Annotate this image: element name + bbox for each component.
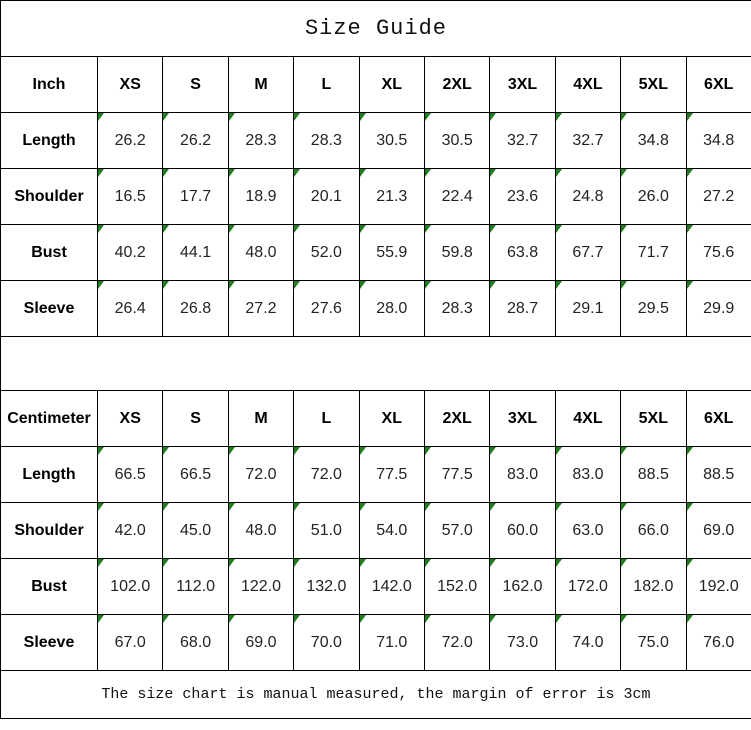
size-header-cell: 6XL	[686, 57, 751, 113]
green-triangle-icon	[556, 113, 562, 121]
size-value-cell	[98, 503, 163, 559]
size-value-cell	[686, 281, 751, 337]
green-triangle-icon	[360, 281, 366, 289]
size-value-cell	[228, 503, 293, 559]
size-value-cell	[621, 503, 686, 559]
size-value-cell	[228, 559, 293, 615]
measure-label-cell: Length	[1, 113, 98, 169]
size-value: 28.0	[376, 299, 408, 317]
size-value-cell	[163, 447, 228, 503]
green-triangle-icon	[687, 225, 693, 233]
size-value-cell	[228, 281, 293, 337]
green-triangle-icon	[229, 113, 235, 121]
size-value-cell	[555, 559, 620, 615]
size-value: 122.0	[240, 577, 281, 595]
size-value-cell	[294, 281, 359, 337]
green-triangle-icon	[425, 113, 431, 121]
green-triangle-icon	[163, 559, 169, 567]
size-value-cell	[98, 225, 163, 281]
size-value: 76.0	[703, 633, 735, 651]
size-value-cell	[490, 281, 555, 337]
size-value-cell	[686, 169, 751, 225]
size-value-cell	[98, 447, 163, 503]
green-triangle-icon	[229, 225, 235, 233]
size-value: 63.0	[572, 521, 604, 539]
green-triangle-icon	[425, 615, 431, 623]
title-row	[1, 1, 751, 57]
table-row-inch-bust	[1, 225, 751, 281]
size-value-cell	[294, 113, 359, 169]
size-value: 69.0	[703, 521, 735, 539]
size-value: 22.4	[441, 187, 473, 205]
size-value: 29.1	[572, 299, 604, 317]
green-triangle-icon	[621, 225, 627, 233]
size-value-cell	[424, 113, 489, 169]
size-value: 27.2	[703, 187, 735, 205]
green-triangle-icon	[425, 281, 431, 289]
size-value-cell	[228, 225, 293, 281]
size-value: 40.2	[114, 243, 146, 261]
size-header-cell: XS	[98, 57, 163, 113]
size-value-cell	[163, 559, 228, 615]
size-value: 73.0	[506, 633, 539, 651]
green-triangle-icon	[490, 281, 496, 289]
spacer-row	[1, 337, 751, 391]
green-triangle-icon	[490, 447, 496, 455]
size-value-cell	[424, 559, 489, 615]
green-triangle-icon	[163, 615, 169, 623]
size-value-cell	[686, 503, 751, 559]
size-value-cell	[686, 615, 751, 671]
size-value: 29.5	[637, 299, 669, 317]
size-value-cell	[228, 615, 293, 671]
size-value: 74.0	[572, 633, 604, 651]
size-value: 30.5	[441, 131, 473, 149]
measure-label-cell: Shoulder	[1, 169, 98, 225]
green-triangle-icon	[163, 225, 169, 233]
green-triangle-icon	[621, 281, 627, 289]
size-value-cell	[686, 113, 751, 169]
size-header-cell: L	[294, 391, 359, 447]
size-header-cell: 5XL	[621, 57, 686, 113]
size-value: 45.0	[180, 521, 212, 539]
size-value: 83.0	[572, 465, 604, 483]
size-value-cell	[686, 225, 751, 281]
size-value: 26.4	[114, 299, 146, 317]
footer-note: The size chart is manual measured, the margin of error is 3cm	[1, 671, 751, 719]
green-triangle-icon	[425, 503, 431, 511]
green-triangle-icon	[490, 559, 496, 567]
size-value: 192.0	[698, 577, 739, 595]
size-value: 57.0	[441, 521, 473, 539]
green-triangle-icon	[229, 169, 235, 177]
size-value: 102.0	[110, 577, 151, 595]
size-value: 26.0	[637, 187, 669, 205]
green-triangle-icon	[294, 113, 300, 121]
size-value: 34.8	[703, 131, 735, 149]
size-value: 23.6	[506, 187, 539, 205]
size-value: 29.9	[703, 299, 735, 317]
table-row-cm-length	[1, 447, 751, 503]
size-header-cell: 2XL	[424, 391, 489, 447]
size-value: 26.8	[180, 299, 212, 317]
size-value: 67.0	[114, 633, 146, 651]
size-header-cell: 4XL	[555, 391, 620, 447]
size-value: 88.5	[703, 465, 735, 483]
green-triangle-icon	[294, 447, 300, 455]
size-value-cell	[555, 503, 620, 559]
size-value-cell	[163, 113, 228, 169]
size-value: 75.6	[703, 243, 735, 261]
table-row-cm-bust	[1, 559, 751, 615]
size-value-cell	[98, 113, 163, 169]
green-triangle-icon	[360, 503, 366, 511]
green-triangle-icon	[490, 169, 496, 177]
green-triangle-icon	[229, 615, 235, 623]
green-triangle-icon	[98, 169, 104, 177]
size-value-cell	[424, 503, 489, 559]
size-value-cell	[359, 281, 424, 337]
size-value-cell	[621, 281, 686, 337]
table-row-inch-shoulder	[1, 169, 751, 225]
green-triangle-icon	[621, 447, 627, 455]
table-row-cm-sleeve	[1, 615, 751, 671]
size-value: 21.3	[376, 187, 408, 205]
green-triangle-icon	[360, 169, 366, 177]
green-triangle-icon	[229, 447, 235, 455]
size-value-cell	[621, 225, 686, 281]
measure-label-cell: Length	[1, 447, 98, 503]
size-value: 44.1	[180, 243, 212, 261]
size-value-cell	[228, 113, 293, 169]
size-value-cell	[359, 113, 424, 169]
size-value-cell	[359, 503, 424, 559]
green-triangle-icon	[556, 447, 562, 455]
size-value-cell	[294, 615, 359, 671]
size-value: 28.3	[441, 299, 473, 317]
size-value: 17.7	[180, 187, 212, 205]
size-value-cell	[163, 225, 228, 281]
green-triangle-icon	[360, 447, 366, 455]
size-value-cell	[621, 169, 686, 225]
size-value: 83.0	[506, 465, 539, 483]
size-value: 132.0	[306, 577, 347, 595]
green-triangle-icon	[294, 281, 300, 289]
size-value: 66.5	[180, 465, 212, 483]
green-triangle-icon	[556, 559, 562, 567]
green-triangle-icon	[163, 447, 169, 455]
unit-header-cell-inch: Inch	[1, 57, 98, 113]
size-value-cell	[294, 169, 359, 225]
green-triangle-icon	[163, 169, 169, 177]
size-value: 30.5	[376, 131, 408, 149]
size-value: 24.8	[572, 187, 604, 205]
size-value: 59.8	[441, 243, 473, 261]
unit-header-cell-centimeter: Centimeter	[1, 391, 98, 447]
size-value-cell	[359, 225, 424, 281]
green-triangle-icon	[490, 503, 496, 511]
measure-label-cell: Bust	[1, 225, 98, 281]
size-value: 48.0	[245, 243, 277, 261]
size-header-cell: S	[163, 57, 228, 113]
green-triangle-icon	[425, 169, 431, 177]
size-value-cell	[555, 281, 620, 337]
green-triangle-icon	[98, 615, 104, 623]
size-value: 55.9	[376, 243, 408, 261]
size-value-cell	[424, 615, 489, 671]
table-row-cm-shoulder	[1, 503, 751, 559]
green-triangle-icon	[229, 281, 235, 289]
size-value-cell	[163, 281, 228, 337]
size-value: 28.3	[245, 131, 277, 149]
green-triangle-icon	[163, 281, 169, 289]
size-value: 54.0	[376, 521, 408, 539]
green-triangle-icon	[98, 503, 104, 511]
green-triangle-icon	[621, 559, 627, 567]
size-header-cell: XL	[359, 57, 424, 113]
size-value-cell	[555, 447, 620, 503]
size-value: 72.0	[310, 465, 342, 483]
green-triangle-icon	[687, 615, 693, 623]
size-value-cell	[294, 503, 359, 559]
green-triangle-icon	[556, 225, 562, 233]
size-value: 67.7	[572, 243, 604, 261]
table-row-inch-sleeve	[1, 281, 751, 337]
size-value-cell	[424, 281, 489, 337]
size-header-cell: XS	[98, 391, 163, 447]
size-value-cell	[490, 169, 555, 225]
size-header-cell: 5XL	[621, 391, 686, 447]
green-triangle-icon	[163, 113, 169, 121]
size-value: 26.2	[114, 131, 146, 149]
size-value: 152.0	[437, 577, 478, 595]
size-value: 162.0	[502, 577, 543, 595]
green-triangle-icon	[490, 113, 496, 121]
green-triangle-icon	[621, 615, 627, 623]
size-value: 172.0	[567, 577, 608, 595]
size-value-cell	[424, 447, 489, 503]
green-triangle-icon	[229, 503, 235, 511]
size-value-cell	[490, 447, 555, 503]
size-value-cell	[98, 169, 163, 225]
size-header-cell: 6XL	[686, 391, 751, 447]
green-triangle-icon	[163, 503, 169, 511]
green-triangle-icon	[556, 169, 562, 177]
size-value-cell	[228, 447, 293, 503]
size-value: 68.0	[180, 633, 212, 651]
green-triangle-icon	[98, 113, 104, 121]
size-value: 20.1	[310, 187, 342, 205]
size-value-cell	[555, 113, 620, 169]
green-triangle-icon	[425, 559, 431, 567]
size-value-cell	[294, 447, 359, 503]
size-value-cell	[686, 447, 751, 503]
size-value-cell	[555, 225, 620, 281]
green-triangle-icon	[556, 281, 562, 289]
size-value-cell	[294, 559, 359, 615]
green-triangle-icon	[294, 503, 300, 511]
size-value: 28.7	[506, 299, 539, 317]
measure-label-cell: Sleeve	[1, 281, 98, 337]
size-value: 71.0	[376, 633, 408, 651]
size-value: 18.9	[245, 187, 277, 205]
size-value-cell	[490, 113, 555, 169]
green-triangle-icon	[687, 559, 693, 567]
size-value-cell	[294, 225, 359, 281]
size-value: 66.0	[637, 521, 669, 539]
green-triangle-icon	[360, 559, 366, 567]
size-value: 70.0	[310, 633, 342, 651]
size-header-cell: S	[163, 391, 228, 447]
size-value-cell	[490, 225, 555, 281]
green-triangle-icon	[556, 503, 562, 511]
table-row-inch-length	[1, 113, 751, 169]
size-value: 72.0	[441, 633, 473, 651]
measure-label-cell: Bust	[1, 559, 98, 615]
page-title: Size Guide	[1, 1, 751, 57]
size-value-cell	[163, 615, 228, 671]
green-triangle-icon	[425, 225, 431, 233]
size-value: 75.0	[637, 633, 669, 651]
size-value-cell	[621, 447, 686, 503]
green-triangle-icon	[360, 113, 366, 121]
cm-header-row	[1, 391, 751, 447]
size-value: 71.7	[637, 243, 669, 261]
size-header-cell: 4XL	[555, 57, 620, 113]
size-value: 182.0	[633, 577, 674, 595]
size-value: 77.5	[441, 465, 473, 483]
size-value: 51.0	[310, 521, 342, 539]
size-value-cell	[555, 169, 620, 225]
size-value: 27.2	[245, 299, 277, 317]
size-value-cell	[228, 169, 293, 225]
size-value-cell	[163, 169, 228, 225]
green-triangle-icon	[294, 225, 300, 233]
green-triangle-icon	[98, 225, 104, 233]
size-value: 42.0	[114, 521, 146, 539]
size-header-cell: M	[228, 391, 293, 447]
green-triangle-icon	[490, 615, 496, 623]
size-value: 48.0	[245, 521, 277, 539]
size-value: 16.5	[114, 187, 146, 205]
size-value: 69.0	[245, 633, 277, 651]
size-value: 27.6	[310, 299, 342, 317]
green-triangle-icon	[98, 447, 104, 455]
size-value-cell	[359, 169, 424, 225]
green-triangle-icon	[98, 281, 104, 289]
size-value-cell	[490, 503, 555, 559]
size-value-cell	[98, 559, 163, 615]
green-triangle-icon	[687, 281, 693, 289]
green-triangle-icon	[556, 615, 562, 623]
size-value-cell	[359, 559, 424, 615]
size-value-cell	[359, 447, 424, 503]
measure-label-cell: Shoulder	[1, 503, 98, 559]
size-value: 66.5	[114, 465, 146, 483]
green-triangle-icon	[360, 225, 366, 233]
green-triangle-icon	[98, 559, 104, 567]
size-value: 32.7	[572, 131, 604, 149]
size-value: 52.0	[310, 243, 342, 261]
footer-row	[1, 671, 751, 719]
size-value: 63.8	[506, 243, 539, 261]
size-value: 88.5	[637, 465, 669, 483]
inch-header-row	[1, 57, 751, 113]
green-triangle-icon	[490, 225, 496, 233]
size-value: 28.3	[310, 131, 342, 149]
green-triangle-icon	[229, 559, 235, 567]
size-value-cell	[621, 113, 686, 169]
size-header-cell: 3XL	[490, 57, 555, 113]
size-value: 26.2	[180, 131, 212, 149]
size-header-cell: L	[294, 57, 359, 113]
green-triangle-icon	[687, 113, 693, 121]
size-value-cell	[555, 615, 620, 671]
green-triangle-icon	[687, 503, 693, 511]
size-header-cell: M	[228, 57, 293, 113]
size-header-cell: XL	[359, 391, 424, 447]
size-value: 77.5	[376, 465, 408, 483]
size-value: 72.0	[245, 465, 277, 483]
green-triangle-icon	[294, 615, 300, 623]
green-triangle-icon	[687, 169, 693, 177]
size-value-cell	[98, 281, 163, 337]
size-value-cell	[163, 503, 228, 559]
size-value: 142.0	[371, 577, 412, 595]
size-value-cell	[686, 559, 751, 615]
size-value: 112.0	[176, 577, 216, 595]
spacer-cell	[1, 337, 751, 391]
green-triangle-icon	[294, 169, 300, 177]
size-value-cell	[490, 615, 555, 671]
green-triangle-icon	[425, 447, 431, 455]
measure-label-cell: Sleeve	[1, 615, 98, 671]
size-value-cell	[490, 559, 555, 615]
size-header-cell: 3XL	[490, 391, 555, 447]
size-value-cell	[424, 225, 489, 281]
size-value-cell	[98, 615, 163, 671]
green-triangle-icon	[687, 447, 693, 455]
green-triangle-icon	[621, 169, 627, 177]
size-value: 60.0	[506, 521, 539, 539]
size-header-cell: 2XL	[424, 57, 489, 113]
size-value-cell	[359, 615, 424, 671]
size-value-cell	[424, 169, 489, 225]
size-value-cell	[621, 615, 686, 671]
green-triangle-icon	[621, 113, 627, 121]
size-value: 34.8	[637, 131, 669, 149]
size-value: 32.7	[506, 131, 539, 149]
green-triangle-icon	[360, 615, 366, 623]
green-triangle-icon	[621, 503, 627, 511]
size-value-cell	[621, 559, 686, 615]
green-triangle-icon	[294, 559, 300, 567]
